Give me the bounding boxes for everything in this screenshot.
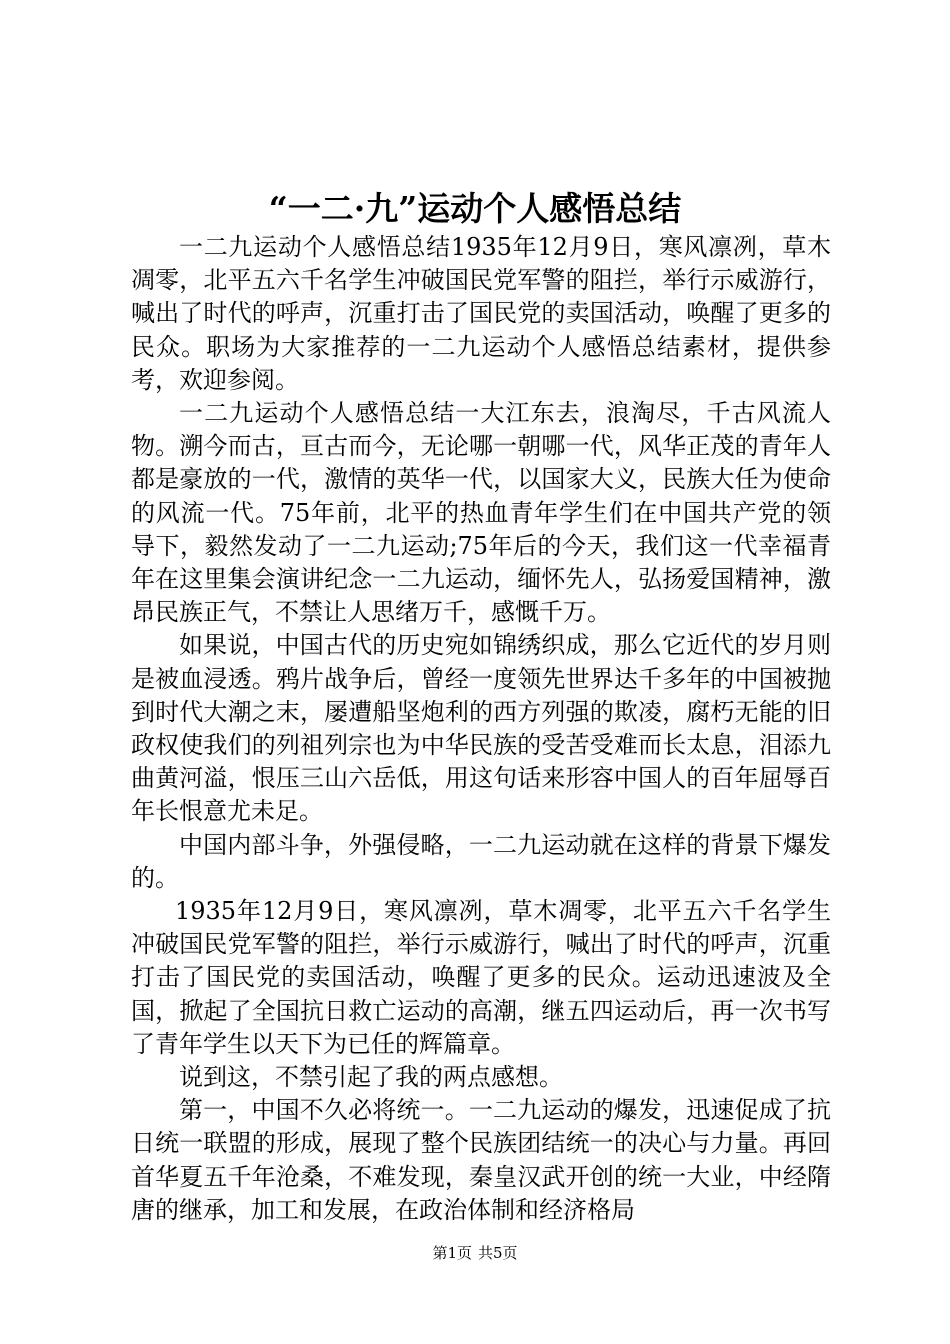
paragraph: 一二九运动个人感悟总结一大江东去，浪淘尽，千古风流人物。溯今而古，亘古而今，无论哪一朝哪一代，风华正茂的青年人都是豪放的一代，激情的英华一代，以国家大义，民族大任为使命的风流一代。75年前，北平的热血青年学生们在中国共产党的领导下，毅然发动了一二九运动;75年后的今天，我们这一代幸福青年在这里集会演讲纪念一二九运动，缅怀先人，弘扬爱国精神，激昂民族正气，不禁让人思绪万千，感慨千万。 xyxy=(131,399,831,627)
paragraph: 说到这，不禁引起了我的两点感想。 xyxy=(179,1063,563,1092)
page-number: 第1页 xyxy=(432,1244,472,1262)
paragraph: 中国内部斗争，外强侵略，一二九运动就在这样的背景下爆发的。 xyxy=(131,830,831,892)
paragraph: 1935年12月9日，寒风凛冽，草木凋零，北平五六千名学生冲破国民党军警的阻拦，举行示威游行，喊出了时代的呼声，沉重打击了国民党的卖国活动，唤醒了更多的民众。运动迅速波及全国，掀起了全国抗日救亡运动的高潮，继五四运动后，再一次书写了青年学生以天下为已任的辉篇章。 xyxy=(131,897,831,1058)
paragraph: 一二九运动个人感悟总结1935年12月9日，寒风凛冽，草木凋零，北平五六千名学生冲破国民党军警的阻拦，举行示威游行，喊出了时代的呼声，沉重打击了国民党的卖国活动，唤醒了更多的民众。职场为大家推荐的一二九运动个人感悟总结素材，提供参考，欢迎参阅。 xyxy=(131,233,831,394)
document-title: “一二·九”运动个人感悟总结 xyxy=(268,189,682,228)
paragraph: 第一，中国不久必将统一。一二九运动的爆发，迅速促成了抗日统一联盟的形成，展现了整个民族团结统一的决心与力量。再回首华夏五千年沧桑，不难发现，秦皇汉武开创的统一大业，中经隋唐的继承，加工和发展，在政治体制和经济格局 xyxy=(131,1096,831,1224)
page-total: 共5页 xyxy=(478,1244,518,1262)
document-body xyxy=(131,231,831,1227)
paragraph: 如果说，中国古代的历史宛如锦绣织成，那么它近代的岁月则是被血浸透。鸦片战争后，曾经一度领先世界达千多年的中国被抛到时代大潮之末，屡遭船坚炮利的西方列强的欺凌，腐朽无能的旧政权使我们的列祖列宗也为中华民族的受苦受难而长太息，泪添九曲黄河溢，恨压三山六岳低，用这句话来形容中国人的百年屈辱百年长恨意尤未足。 xyxy=(131,631,831,826)
page-footer xyxy=(0,1243,950,1263)
